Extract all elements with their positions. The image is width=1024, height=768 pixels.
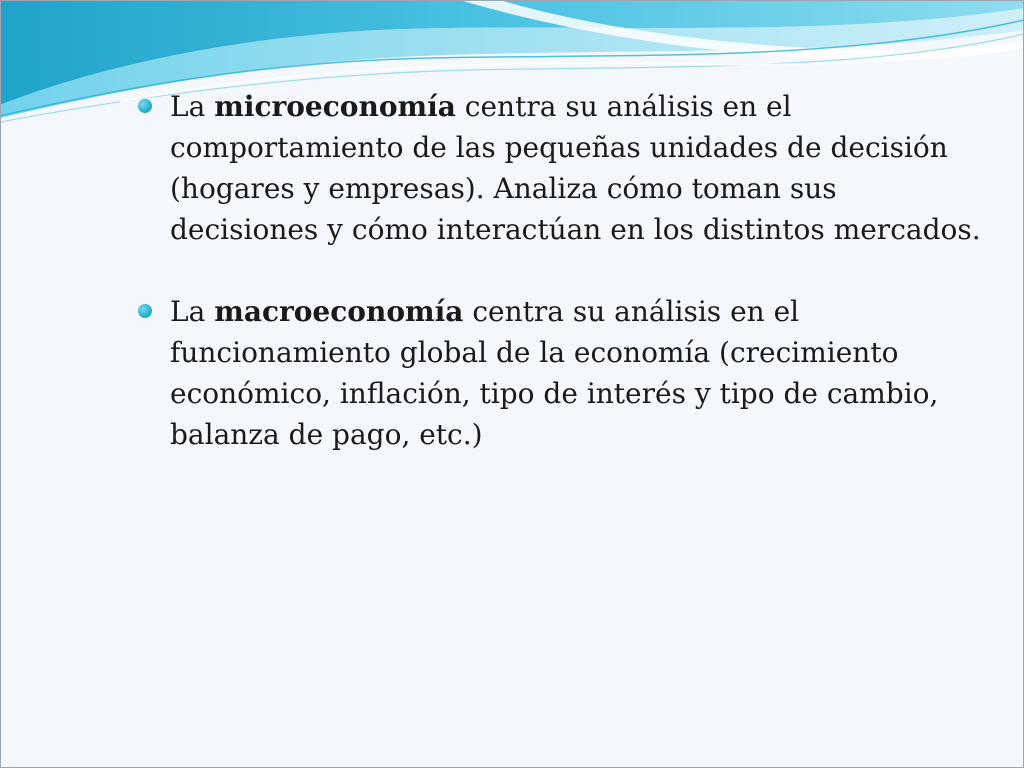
bullet-lead: La	[170, 90, 215, 123]
bullet-microeconomia	[136, 86, 986, 250]
bullet-term: macroeconomía	[214, 295, 464, 328]
bullet-lead: La	[170, 295, 215, 328]
bullet-dot-icon	[138, 99, 152, 113]
bullet-term: microeconomía	[214, 90, 456, 123]
slide-content	[136, 86, 986, 455]
bullet-text: centra su análisis en el comportamiento de las pequeñas unidades de decisión (hogares y empresas). Analiza cómo toman sus decisiones y cómo interactúan en los distintos mercados.	[170, 90, 981, 246]
bullet-macroeconomia	[136, 291, 986, 455]
bullet-text: centra su análisis en el funcionamiento global de la economía (crecimiento económico, inflación, tipo de interés y tipo de cambio, balanza de pago, etc.)	[170, 295, 939, 451]
bullet-dot-icon	[138, 304, 152, 318]
